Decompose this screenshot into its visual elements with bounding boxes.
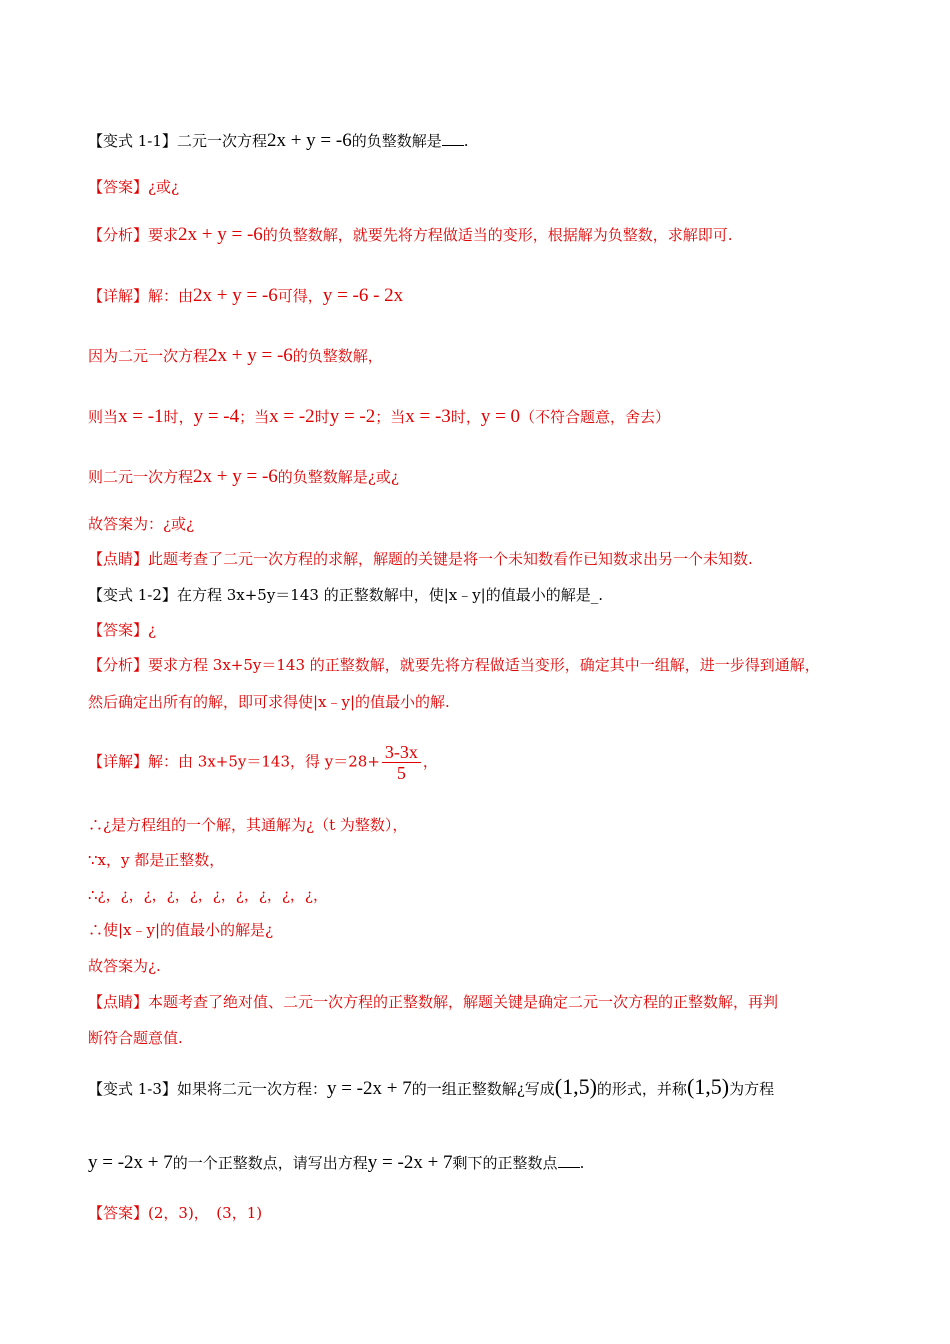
detail-tag: 【详解】 [88,287,149,305]
equation: y = -2x + 7 [326,1078,412,1099]
question-text: 的负整数解是 [351,132,442,150]
question-text: 剩下的正整数点 [452,1154,558,1172]
answer-blank [558,1153,580,1168]
detail-text: 可得， [277,287,323,305]
answer-tag: 【答案】 [88,178,149,196]
question-text: 二元一次方程 [176,132,267,150]
detail-1-2 [88,742,438,783]
analysis-text: 要求 [148,226,179,244]
question-text: 的形式，并称 [596,1080,687,1098]
answer-text: (2，3)， (3，1) [148,1204,263,1222]
answer-text: ¿或¿ [148,178,180,196]
equation: y = -2x + 7 [367,1152,453,1173]
variant-tag: 【变式 1-2】 [88,586,177,604]
answer-tag: 【答案】 [88,1204,149,1222]
solution-text: ；当 [239,408,270,426]
analysis-1-2 [88,655,820,675]
fraction [382,742,421,783]
solution-text: ∴¿，¿，¿，¿，¿，¿，¿，¿，¿，¿， [88,886,328,904]
equation: 2x + y = -6 [178,224,263,245]
equation: y = -6 - 2x [322,285,404,306]
analysis-tag: 【分析】 [88,656,149,674]
question-text: 如果将二元一次方程： [176,1080,327,1098]
variant-1-1-question [88,131,469,151]
analysis-1-2-cont [88,692,450,712]
solution-text: 时， [450,408,481,426]
question-text: 为方程 [729,1080,775,1098]
equation: x = -3 [405,406,451,427]
analysis-1-1 [88,225,733,245]
comment-1-1 [88,549,753,569]
variant-1-3-question-cont [88,1153,584,1173]
detail-text: 解：由 3x+5y＝143，得 y＝28+ [148,752,380,771]
detail-1-1 [88,286,403,306]
analysis-text: 的负整数解，就要先将方程做适当的变形，根据解为负整数，求解即可. [262,226,733,244]
solution-line [88,956,161,976]
equation: 2x + y = -6 [193,466,278,487]
solution-text: 时， [163,408,194,426]
fraction-denominator: 5 [396,763,406,783]
solution-text: 则当 [88,408,119,426]
solution-text: 时 [314,408,330,426]
solution-text: ；当 [375,408,406,426]
comment-tag: 【点睛】 [88,993,149,1011]
solution-text: 故答案为¿. [88,957,161,975]
solution-text: ∵x，y 都是正整数， [88,851,225,869]
detail-text: ， [422,752,438,771]
solution-line [88,467,399,487]
equation: y = -2x + 7 [88,1152,173,1173]
equation: 2x + y = -6 [208,345,293,366]
answer-text: ¿ [148,621,157,639]
answer-1-3 [88,1203,262,1223]
variant-tag: 【变式 1-3】 [88,1080,177,1098]
equation: 2x + y = -6 [266,130,352,151]
solution-text: ∴¿是方程组的一个解，其通解为¿（t 为整数）， [88,816,408,834]
solution-line [88,407,670,427]
answer-blank [442,131,464,146]
solution-line [88,885,328,905]
solution-text: 的负整数解， [292,347,383,365]
solution-text: 则二元一次方程 [88,468,194,486]
analysis-text: 然后确定出所有的解，即可求得使|x﹣y|的值最小的解. [88,693,450,711]
variant-tag: 【变式 1-1】 [88,132,177,150]
equation: y = 0 [480,406,521,427]
question-text: 的一个正整数点，请写出方程 [172,1154,368,1172]
fraction-numerator: 3-3x [382,742,421,763]
answer-tag: 【答案】 [88,621,149,639]
equation: x = -1 [118,406,164,427]
question-text: 的一组正整数解¿写成 [411,1080,555,1098]
equation: x = -2 [269,406,315,427]
comment-text: 此题考查了二元一次方程的求解，解题的关键是将一个未知数看作已知数求出另一个未知数. [148,550,753,568]
variant-1-3-question [88,1074,775,1099]
solution-text: 故答案为：¿或¿ [88,515,195,533]
period: . [463,132,469,150]
solution-line [88,850,224,870]
equation: 2x + y = -6 [193,285,278,306]
question-text: 在方程 3x+5y＝143 的正整数解中，使|x﹣y|的值最小的解是_. [176,586,604,604]
point-notation: (1,5) [554,1074,597,1099]
solution-text: 的负整数解是¿或¿ [277,468,399,486]
solution-text: 因为二元一次方程 [88,347,209,365]
variant-1-2-question [88,585,603,605]
answer-1-1 [88,177,179,197]
detail-tag: 【详解】 [88,752,149,771]
solution-line [88,346,383,366]
analysis-text: 要求方程 3x+5y＝143 的正整数解，就要先将方程做适当变形，确定其中一组解，进一步得到通解， [148,656,820,674]
period: . [579,1154,585,1172]
answer-1-2 [88,620,156,640]
comment-text: 本题考查了绝对值、二元一次方程的正整数解，解题关键是确定二元一次方程的正整数解，再判 [148,993,779,1011]
comment-1-2-cont [88,1028,183,1048]
comment-1-2 [88,992,778,1012]
point-notation: (1,5) [686,1074,730,1099]
detail-text: 解：由 [148,287,194,305]
equation: y = -2 [329,406,376,427]
comment-text: 断符合题意值. [88,1029,183,1047]
solution-text: ∴使|x﹣y|的值最小的解是¿ [88,921,274,939]
comment-tag: 【点睛】 [88,550,149,568]
solution-line [88,514,194,534]
equation: y = -4 [193,406,240,427]
analysis-tag: 【分析】 [88,226,149,244]
solution-line [88,920,273,940]
solution-text: （不符合题意，舍去） [520,408,671,426]
solution-line [88,815,407,835]
